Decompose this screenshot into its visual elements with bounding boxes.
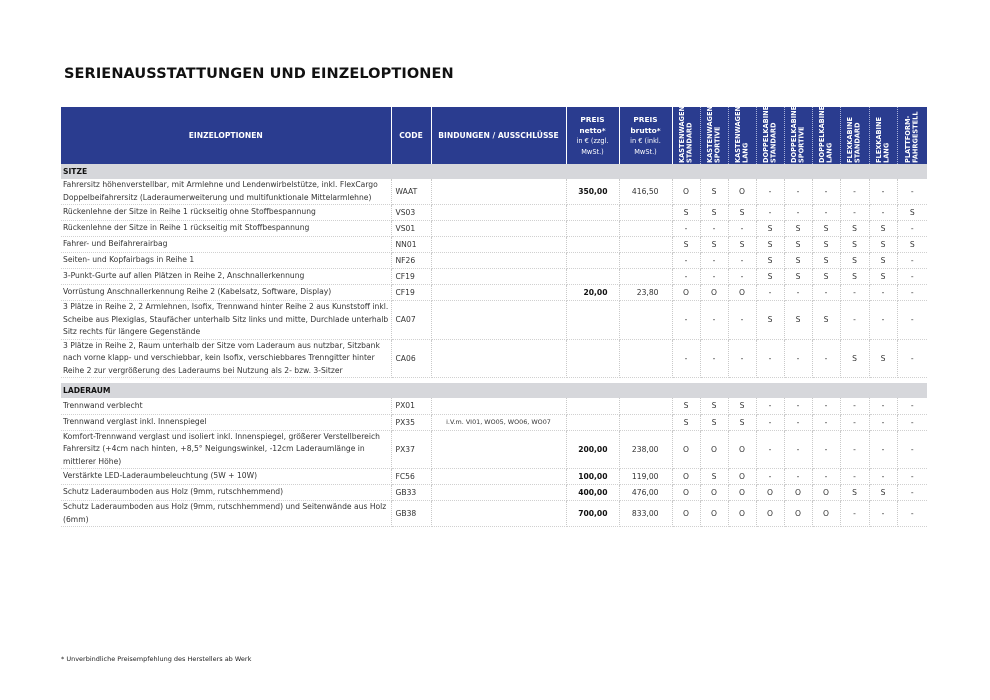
price-netto	[566, 205, 619, 221]
availability-mark: S	[700, 398, 728, 414]
table-row	[61, 301, 927, 340]
option-binding	[431, 339, 566, 378]
availability-mark: S	[700, 469, 728, 485]
availability-mark: -	[812, 285, 840, 301]
availability-mark: -	[869, 301, 897, 340]
availability-mark: S	[756, 221, 784, 237]
availability-mark: S	[812, 301, 840, 340]
availability-mark: S	[897, 237, 927, 253]
header-model: DOPPELKABINE STANDARD	[756, 107, 784, 164]
price-netto	[566, 301, 619, 340]
availability-mark: -	[756, 398, 784, 414]
availability-mark: -	[812, 205, 840, 221]
availability-mark: S	[869, 339, 897, 378]
availability-mark: -	[728, 253, 756, 269]
option-code: PX37	[391, 430, 431, 469]
availability-mark: O	[700, 430, 728, 469]
availability-mark: -	[756, 179, 784, 205]
availability-mark: -	[672, 339, 700, 378]
preis-netto-label: PREIS netto*	[579, 114, 606, 135]
header-model: KASTENWAGEN STANDARD	[672, 107, 700, 164]
table-row	[61, 501, 927, 527]
option-code: NN01	[391, 237, 431, 253]
header-model: KASTENWAGEN LANG	[728, 107, 756, 164]
option-binding	[431, 301, 566, 340]
option-binding	[431, 205, 566, 221]
availability-mark: -	[897, 469, 927, 485]
availability-mark: -	[897, 253, 927, 269]
header-model: DOPPELKABINE LANG	[812, 107, 840, 164]
option-description: Schutz Laderaumboden aus Holz (9mm, rutschhemmend) und Seitenwände aus Holz (6mm)	[61, 501, 391, 527]
availability-mark: -	[812, 430, 840, 469]
availability-mark: -	[728, 301, 756, 340]
availability-mark: -	[812, 469, 840, 485]
option-description: 3 Plätze in Reihe 2, Raum unterhalb der Sitze vom Laderaum aus nutzbar, Sitzbank nach vorne klapp- und verschiebbar, kein Isofix, verschiebbares Trenngitter hinter Reihe 2 zur vergrößerung des Laderaums bei Nutzung als 2- bzw. 3-Sitzer	[61, 339, 391, 378]
preis-netto-sub1: in € (zzgl.	[576, 136, 609, 145]
header-preis-brutto	[619, 107, 672, 164]
availability-mark: O	[728, 485, 756, 501]
price-netto: 700,00	[566, 501, 619, 527]
option-binding: i.V.m. VI01, WO05, WO06, WO07	[431, 414, 566, 430]
availability-mark: -	[869, 179, 897, 205]
header-model: KASTENWAGEN SPORTIVE	[700, 107, 728, 164]
availability-mark: -	[672, 301, 700, 340]
availability-mark: -	[672, 221, 700, 237]
table-header-row	[61, 107, 927, 164]
availability-mark: -	[700, 339, 728, 378]
availability-mark: -	[840, 430, 869, 469]
table-row	[61, 205, 927, 221]
availability-mark: -	[756, 469, 784, 485]
option-description: Trennwand verglast inkl. Innenspiegel	[61, 414, 391, 430]
availability-mark: S	[869, 237, 897, 253]
preis-brutto-sub2: MwSt.)	[634, 147, 657, 156]
table-row	[61, 485, 927, 501]
availability-mark: -	[784, 179, 812, 205]
availability-mark: -	[869, 398, 897, 414]
availability-mark: -	[784, 469, 812, 485]
availability-mark: S	[728, 205, 756, 221]
section-header	[61, 383, 927, 398]
availability-mark: O	[728, 501, 756, 527]
preis-netto-sub2: MwSt.)	[581, 147, 604, 156]
option-code: CA06	[391, 339, 431, 378]
availability-mark: S	[784, 253, 812, 269]
option-description: 3-Punkt-Gurte auf allen Plätzen in Reihe 2, Anschnallerkennung	[61, 269, 391, 285]
availability-mark: -	[897, 501, 927, 527]
preis-brutto-label: PREIS brutto*	[630, 114, 661, 135]
availability-mark: -	[672, 269, 700, 285]
availability-mark: S	[840, 485, 869, 501]
table-row	[61, 221, 927, 237]
price-brutto: 23,80	[619, 285, 672, 301]
table-row	[61, 269, 927, 285]
availability-mark: -	[840, 285, 869, 301]
price-netto: 200,00	[566, 430, 619, 469]
availability-mark: S	[812, 237, 840, 253]
availability-mark: S	[869, 269, 897, 285]
availability-mark: O	[728, 285, 756, 301]
availability-mark: S	[784, 301, 812, 340]
option-description: Fahrersitz höhenverstellbar, mit Armlehne und Lendenwirbelstütze, inkl. FlexCargo Doppelbeifahrersitz (Laderaumerweiterung und multifunktionale Mittelarmlehne)	[61, 179, 391, 205]
availability-mark: S	[728, 237, 756, 253]
availability-mark: S	[672, 237, 700, 253]
option-code: GB38	[391, 501, 431, 527]
availability-mark: -	[897, 301, 927, 340]
availability-mark: O	[728, 179, 756, 205]
availability-mark: O	[672, 179, 700, 205]
availability-mark: -	[840, 179, 869, 205]
availability-mark: O	[784, 501, 812, 527]
availability-mark: S	[700, 414, 728, 430]
availability-mark: -	[840, 398, 869, 414]
price-netto: 100,00	[566, 469, 619, 485]
option-description: Vorrüstung Anschnallerkennung Reihe 2 (Kabelsatz, Software, Display)	[61, 285, 391, 301]
table-row	[61, 414, 927, 430]
availability-mark: O	[728, 469, 756, 485]
header-code: CODE	[391, 107, 431, 164]
preis-brutto-sub1: in € (inkl.	[630, 136, 661, 145]
availability-mark: O	[672, 430, 700, 469]
availability-mark: -	[756, 339, 784, 378]
availability-mark: -	[840, 205, 869, 221]
option-description: Schutz Laderaumboden aus Holz (9mm, rutschhemmend)	[61, 485, 391, 501]
availability-mark: -	[700, 269, 728, 285]
availability-mark: S	[897, 205, 927, 221]
price-brutto	[619, 221, 672, 237]
availability-mark: -	[756, 430, 784, 469]
price-brutto	[619, 398, 672, 414]
option-code: VS01	[391, 221, 431, 237]
availability-mark: -	[897, 285, 927, 301]
option-binding	[431, 469, 566, 485]
availability-mark: S	[840, 221, 869, 237]
availability-mark: -	[812, 339, 840, 378]
header-model: DOPPELKABINE SPORTIVE	[784, 107, 812, 164]
availability-mark: S	[672, 414, 700, 430]
option-code: VS03	[391, 205, 431, 221]
option-code: PX01	[391, 398, 431, 414]
availability-mark: O	[812, 501, 840, 527]
price-netto: 350,00	[566, 179, 619, 205]
availability-mark: S	[784, 237, 812, 253]
option-binding	[431, 485, 566, 501]
price-netto	[566, 414, 619, 430]
option-binding	[431, 253, 566, 269]
availability-mark: S	[869, 485, 897, 501]
price-brutto	[619, 237, 672, 253]
header-model: FLEXKABINE STANDARD	[840, 107, 869, 164]
availability-mark: -	[728, 221, 756, 237]
price-brutto	[619, 301, 672, 340]
availability-mark: -	[897, 339, 927, 378]
page-title: SERIENAUSSTATTUNGEN UND EINZELOPTIONEN	[64, 66, 454, 82]
availability-mark: -	[700, 253, 728, 269]
section-title: LADERAUM	[61, 383, 927, 398]
availability-mark: S	[869, 221, 897, 237]
availability-mark: -	[700, 221, 728, 237]
price-brutto: 833,00	[619, 501, 672, 527]
availability-mark: O	[728, 430, 756, 469]
availability-mark: O	[812, 485, 840, 501]
section-title: SITZE	[61, 164, 927, 179]
price-netto	[566, 221, 619, 237]
header-preis-netto	[566, 107, 619, 164]
availability-mark: S	[672, 205, 700, 221]
availability-mark: S	[869, 253, 897, 269]
option-code: GB33	[391, 485, 431, 501]
option-code: CA07	[391, 301, 431, 340]
header-model: FLEXKABINE LANG	[869, 107, 897, 164]
availability-mark: O	[672, 469, 700, 485]
availability-mark: -	[672, 253, 700, 269]
availability-mark: S	[812, 221, 840, 237]
header-bindungen: BINDUNGEN / AUSSCHLÜSSE	[431, 107, 566, 164]
availability-mark: -	[869, 501, 897, 527]
availability-mark: O	[700, 285, 728, 301]
availability-mark: -	[840, 469, 869, 485]
section-header	[61, 164, 927, 179]
price-netto	[566, 269, 619, 285]
table-row	[61, 285, 927, 301]
option-binding	[431, 221, 566, 237]
availability-mark: S	[728, 414, 756, 430]
availability-mark: -	[812, 179, 840, 205]
option-description: Verstärkte LED-Laderaumbeleuchtung (5W + 10W)	[61, 469, 391, 485]
availability-mark: S	[784, 221, 812, 237]
availability-mark: O	[672, 485, 700, 501]
table-row	[61, 398, 927, 414]
header-einzeloptionen: EINZELOPTIONEN	[61, 107, 391, 164]
availability-mark: -	[784, 285, 812, 301]
availability-mark: -	[897, 414, 927, 430]
availability-mark: S	[840, 237, 869, 253]
availability-mark: -	[897, 485, 927, 501]
availability-mark: -	[897, 269, 927, 285]
price-brutto	[619, 414, 672, 430]
option-code: CF19	[391, 269, 431, 285]
availability-mark: O	[700, 485, 728, 501]
options-table	[61, 107, 927, 527]
option-description: Fahrer- und Beifahrerairbag	[61, 237, 391, 253]
availability-mark: O	[784, 485, 812, 501]
availability-mark: -	[869, 285, 897, 301]
price-brutto: 238,00	[619, 430, 672, 469]
price-brutto: 416,50	[619, 179, 672, 205]
availability-mark: S	[700, 237, 728, 253]
availability-mark: -	[897, 221, 927, 237]
table-row	[61, 237, 927, 253]
price-brutto	[619, 205, 672, 221]
availability-mark: S	[756, 237, 784, 253]
availability-mark: -	[897, 430, 927, 469]
option-binding	[431, 430, 566, 469]
table-row	[61, 339, 927, 378]
availability-mark: -	[869, 430, 897, 469]
availability-mark: -	[784, 414, 812, 430]
availability-mark: -	[784, 339, 812, 378]
option-binding	[431, 269, 566, 285]
availability-mark: S	[672, 398, 700, 414]
option-description: Komfort-Trennwand verglast und isoliert inkl. Innenspiegel, größerer Verstellbereich Fahrersitz (+4cm nach hinten, +8,5° Neigungswinkel, -12cm Laderaumlänge in mittlerer Höhe)	[61, 430, 391, 469]
availability-mark: -	[840, 501, 869, 527]
price-netto: 400,00	[566, 485, 619, 501]
availability-mark: S	[756, 253, 784, 269]
availability-mark: -	[869, 205, 897, 221]
option-description: Rückenlehne der Sitze in Reihe 1 rückseitig ohne Stoffbespannung	[61, 205, 391, 221]
price-brutto: 476,00	[619, 485, 672, 501]
availability-mark: S	[840, 339, 869, 378]
table-row	[61, 469, 927, 485]
price-netto	[566, 253, 619, 269]
availability-mark: -	[897, 179, 927, 205]
availability-mark: -	[840, 301, 869, 340]
availability-mark: -	[728, 339, 756, 378]
option-code: NF26	[391, 253, 431, 269]
footnote: * Unverbindliche Preisempfehlung des Herstellers ab Werk	[61, 655, 252, 663]
availability-mark: S	[756, 269, 784, 285]
option-binding	[431, 398, 566, 414]
availability-mark: -	[869, 414, 897, 430]
price-brutto	[619, 253, 672, 269]
availability-mark: -	[756, 414, 784, 430]
header-model: PLATTFORM- FAHRGESTELL	[897, 107, 927, 164]
availability-mark: -	[728, 269, 756, 285]
availability-mark: -	[812, 414, 840, 430]
price-brutto	[619, 339, 672, 378]
price-netto	[566, 237, 619, 253]
availability-mark: O	[672, 285, 700, 301]
option-binding	[431, 237, 566, 253]
availability-mark: S	[728, 398, 756, 414]
availability-mark: -	[784, 430, 812, 469]
availability-mark: -	[897, 398, 927, 414]
availability-mark: -	[812, 398, 840, 414]
table-row	[61, 179, 927, 205]
availability-mark: -	[784, 205, 812, 221]
option-description: Rückenlehne der Sitze in Reihe 1 rückseitig mit Stoffbespannung	[61, 221, 391, 237]
price-netto	[566, 339, 619, 378]
availability-mark: S	[700, 179, 728, 205]
option-description: Trennwand verblecht	[61, 398, 391, 414]
option-code: FC56	[391, 469, 431, 485]
option-binding	[431, 501, 566, 527]
table-row	[61, 253, 927, 269]
availability-mark: S	[812, 253, 840, 269]
option-code: WAAT	[391, 179, 431, 205]
price-brutto	[619, 269, 672, 285]
option-binding	[431, 179, 566, 205]
availability-mark: O	[700, 501, 728, 527]
availability-mark: -	[840, 414, 869, 430]
availability-mark: S	[840, 269, 869, 285]
availability-mark: -	[756, 285, 784, 301]
availability-mark: O	[672, 501, 700, 527]
availability-mark: -	[756, 205, 784, 221]
price-netto	[566, 398, 619, 414]
availability-mark: S	[756, 301, 784, 340]
availability-mark: S	[784, 269, 812, 285]
availability-mark: -	[700, 301, 728, 340]
availability-mark: -	[784, 398, 812, 414]
availability-mark: O	[756, 501, 784, 527]
table-row	[61, 430, 927, 469]
option-description: 3 Plätze in Reihe 2, 2 Armlehnen, Isofix, Trennwand hinter Reihe 2 aus Kunststoff inkl. Scheibe aus Plexiglas, Staufächer unterhalb Sitz links und mitte, Durchlade unterhalb Sitz rechts für längere Gegenstände	[61, 301, 391, 340]
availability-mark: -	[869, 469, 897, 485]
price-brutto: 119,00	[619, 469, 672, 485]
option-code: CF19	[391, 285, 431, 301]
availability-mark: S	[700, 205, 728, 221]
option-description: Seiten- und Kopfairbags in Reihe 1	[61, 253, 391, 269]
option-code: PX35	[391, 414, 431, 430]
price-netto: 20,00	[566, 285, 619, 301]
option-binding	[431, 285, 566, 301]
availability-mark: O	[756, 485, 784, 501]
availability-mark: S	[840, 253, 869, 269]
availability-mark: S	[812, 269, 840, 285]
